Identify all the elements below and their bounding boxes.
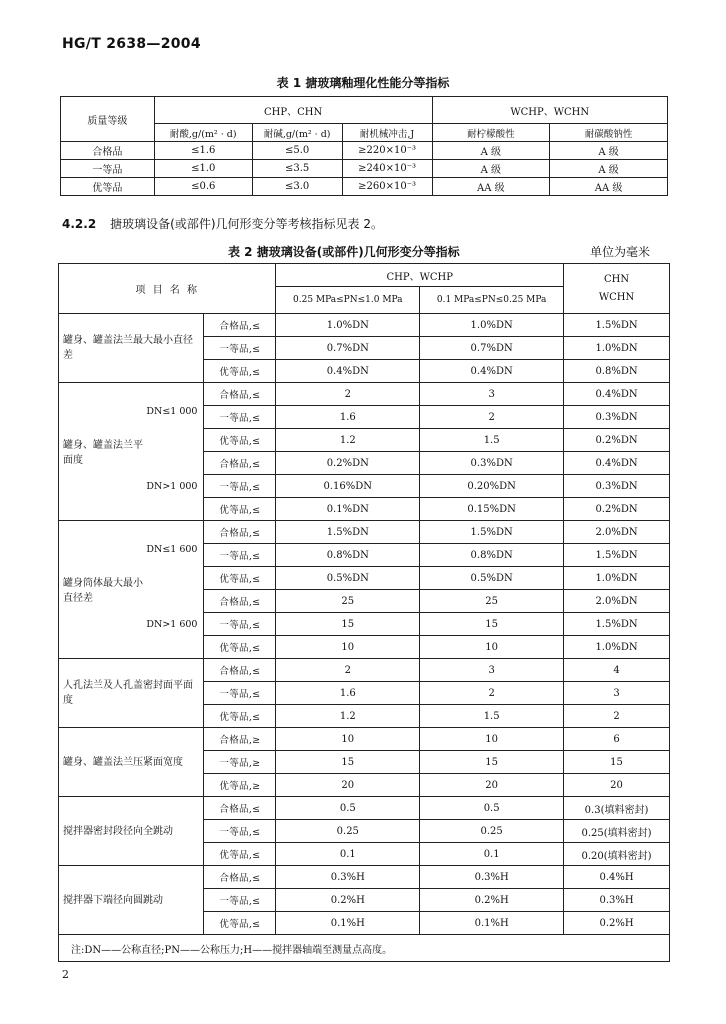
grade-cell: 合格品,≥ bbox=[204, 728, 276, 751]
value-cell: 20 bbox=[276, 774, 420, 797]
value-cell: 0.15%DN bbox=[420, 498, 564, 521]
value-cell: 0.4%H bbox=[564, 866, 670, 889]
grade-cell: 合格品 bbox=[61, 142, 155, 160]
grade-cell: 优等品,≤ bbox=[204, 705, 276, 728]
condition-label: DN≤1 000 bbox=[146, 405, 198, 417]
value-cell: 1.2 bbox=[276, 429, 420, 452]
table1-title: 表 1 搪玻璃釉理化性能分等指标 bbox=[276, 76, 450, 90]
table-row bbox=[59, 728, 670, 751]
value-cell: 0.25 bbox=[276, 820, 420, 843]
value-cell: 0.3%H bbox=[564, 889, 670, 912]
value-cell: AA 级 bbox=[550, 178, 668, 196]
table1-col-header: 耐碱,g/(m² · d) bbox=[252, 124, 342, 142]
grade-cell: 一等品,≤ bbox=[204, 475, 276, 498]
value-cell: 2 bbox=[276, 383, 420, 406]
value-cell: 15 bbox=[276, 613, 420, 636]
table2-header-row bbox=[59, 264, 670, 287]
table2 bbox=[58, 263, 670, 962]
table2-sub1: 0.25 MPa≤PN≤1.0 MPa bbox=[276, 287, 420, 314]
value-cell: 1.6 bbox=[276, 406, 420, 429]
table1-group1: CHP、CHN bbox=[154, 97, 432, 124]
value-cell: 6 bbox=[564, 728, 670, 751]
value-cell: 0.4%DN bbox=[420, 360, 564, 383]
value-cell: 15 bbox=[276, 751, 420, 774]
table1 bbox=[60, 96, 668, 196]
grade-cell: 合格品,≤ bbox=[204, 314, 276, 337]
table1-group2: WCHP、WCHN bbox=[432, 97, 668, 124]
table-row bbox=[59, 659, 670, 682]
item-name: 人孔法兰及人孔盖密封面平面度 bbox=[59, 659, 204, 728]
value-cell: 1.0%DN bbox=[564, 567, 670, 590]
value-cell: 0.20(填料密封) bbox=[564, 843, 670, 866]
table2-sub2: 0.1 MPa≤PN≤0.25 MPa bbox=[420, 287, 564, 314]
grade-cell: 优等品,≤ bbox=[204, 912, 276, 935]
value-cell: ≤0.6 bbox=[154, 178, 252, 196]
value-cell: 1.2 bbox=[276, 705, 420, 728]
value-cell: A 级 bbox=[550, 142, 668, 160]
value-cell: 1.5%DN bbox=[564, 544, 670, 567]
value-cell: 0.4%DN bbox=[564, 383, 670, 406]
value-cell: ≥220×10⁻³ bbox=[342, 142, 432, 160]
value-cell: 2 bbox=[420, 406, 564, 429]
value-cell: 1.6 bbox=[276, 682, 420, 705]
table1-col-header: 耐酸,g/(m² · d) bbox=[154, 124, 252, 142]
table1-col-header: 耐碳酸钠性 bbox=[550, 124, 668, 142]
grade-cell: 一等品,≤ bbox=[204, 682, 276, 705]
item-name bbox=[59, 383, 204, 521]
value-cell: 15 bbox=[420, 613, 564, 636]
value-cell: 1.5%DN bbox=[564, 613, 670, 636]
value-cell: 0.20%DN bbox=[420, 475, 564, 498]
value-cell: 10 bbox=[420, 728, 564, 751]
value-cell: 0.1%H bbox=[420, 912, 564, 935]
grade-cell: 优等品 bbox=[61, 178, 155, 196]
value-cell: 15 bbox=[420, 751, 564, 774]
value-cell: 25 bbox=[420, 590, 564, 613]
value-cell: 0.1%H bbox=[276, 912, 420, 935]
value-cell: 0.2%H bbox=[564, 912, 670, 935]
standard-number: HG/T 2638—2004 bbox=[62, 36, 201, 52]
value-cell: 0.3%DN bbox=[564, 475, 670, 498]
value-cell: 1.5%DN bbox=[420, 521, 564, 544]
grade-cell: 合格品,≤ bbox=[204, 590, 276, 613]
value-cell: 2.0%DN bbox=[564, 521, 670, 544]
grade-cell: 一等品,≤ bbox=[204, 337, 276, 360]
item-name: 罐身、罐盖法兰压紧面宽度 bbox=[59, 728, 204, 797]
section-4-2-2 bbox=[62, 215, 383, 232]
table1-col-header: 耐柠檬酸性 bbox=[432, 124, 550, 142]
table1-corner: 质量等级 bbox=[61, 97, 155, 142]
value-cell: 0.4%DN bbox=[564, 452, 670, 475]
value-cell: 1.0%DN bbox=[420, 314, 564, 337]
value-cell: 1.5%DN bbox=[564, 314, 670, 337]
value-cell: 0.2%H bbox=[276, 889, 420, 912]
table-row bbox=[61, 178, 668, 196]
grade-cell: 优等品,≤ bbox=[204, 636, 276, 659]
item-label: 罐身筒体最大最小直径差 bbox=[63, 577, 143, 604]
value-cell: 0.25(填料密封) bbox=[564, 820, 670, 843]
value-cell: 1.5%DN bbox=[276, 521, 420, 544]
value-cell: 3 bbox=[420, 383, 564, 406]
value-cell: 0.2%DN bbox=[564, 429, 670, 452]
value-cell: 1.0%DN bbox=[276, 314, 420, 337]
value-cell: 0.3%H bbox=[420, 866, 564, 889]
value-cell: 0.1 bbox=[276, 843, 420, 866]
value-cell: 3 bbox=[564, 682, 670, 705]
value-cell: 0.3%H bbox=[276, 866, 420, 889]
grade-cell: 合格品,≤ bbox=[204, 797, 276, 820]
table-row bbox=[61, 142, 668, 160]
table1-col-header: 耐机械冲击,J bbox=[342, 124, 432, 142]
grade-cell: 优等品,≤ bbox=[204, 567, 276, 590]
value-cell: ≤3.5 bbox=[252, 160, 342, 178]
table2-group2-line2: WCHN bbox=[598, 291, 635, 303]
item-name: 搅拌器下端径向圆跳动 bbox=[59, 866, 204, 935]
grade-cell: 一等品 bbox=[61, 160, 155, 178]
section-number: 4.2.2 bbox=[62, 217, 97, 231]
value-cell: 2 bbox=[564, 705, 670, 728]
value-cell: 0.8%DN bbox=[564, 360, 670, 383]
grade-cell: 一等品,≤ bbox=[204, 889, 276, 912]
grade-cell: 优等品,≤ bbox=[204, 843, 276, 866]
grade-cell: 一等品,≤ bbox=[204, 406, 276, 429]
grade-cell: 合格品,≤ bbox=[204, 866, 276, 889]
table-row bbox=[59, 797, 670, 820]
item-name: 搅拌器密封段径向全跳动 bbox=[59, 797, 204, 866]
value-cell: 20 bbox=[420, 774, 564, 797]
table-row bbox=[59, 314, 670, 337]
grade-cell: 优等品,≤ bbox=[204, 429, 276, 452]
value-cell: 0.5 bbox=[420, 797, 564, 820]
value-cell: 1.5 bbox=[420, 705, 564, 728]
value-cell: AA 级 bbox=[432, 178, 550, 196]
grade-cell: 合格品,≤ bbox=[204, 383, 276, 406]
value-cell: ≤1.0 bbox=[154, 160, 252, 178]
value-cell: ≥260×10⁻³ bbox=[342, 178, 432, 196]
condition-label: DN>1 600 bbox=[146, 618, 198, 630]
table2-note: 注:DN——公称直径;PN——公称压力;H——搅拌器轴端至测量点高度。 bbox=[59, 935, 670, 962]
grade-cell: 一等品,≤ bbox=[204, 613, 276, 636]
grade-cell: 优等品,≤ bbox=[204, 498, 276, 521]
value-cell: 0.5 bbox=[276, 797, 420, 820]
page-number: 2 bbox=[62, 968, 69, 981]
value-cell: 0.3(填料密封) bbox=[564, 797, 670, 820]
value-cell: 0.1 bbox=[420, 843, 564, 866]
value-cell: 0.5%DN bbox=[276, 567, 420, 590]
table2-group1: CHP、WCHP bbox=[276, 264, 564, 287]
value-cell: 10 bbox=[420, 636, 564, 659]
value-cell: 0.7%DN bbox=[420, 337, 564, 360]
table2-note-row bbox=[59, 935, 670, 962]
grade-cell: 一等品,≤ bbox=[204, 820, 276, 843]
value-cell: 25 bbox=[276, 590, 420, 613]
value-cell: 2 bbox=[420, 682, 564, 705]
condition-label: DN≤1 600 bbox=[146, 543, 198, 555]
table1-header-row bbox=[61, 97, 668, 124]
grade-cell: 优等品,≤ bbox=[204, 360, 276, 383]
item-name: 罐身、罐盖法兰最大最小直径差 bbox=[59, 314, 204, 383]
grade-cell: 优等品,≥ bbox=[204, 774, 276, 797]
value-cell: 10 bbox=[276, 728, 420, 751]
item-name bbox=[59, 521, 204, 659]
table2-title: 表 2 搪玻璃设备(或部件)几何形变分等指标 bbox=[228, 245, 460, 259]
value-cell: 0.16%DN bbox=[276, 475, 420, 498]
value-cell: 1.0%DN bbox=[564, 337, 670, 360]
value-cell: 0.8%DN bbox=[276, 544, 420, 567]
value-cell: 10 bbox=[276, 636, 420, 659]
condition-label: DN>1 000 bbox=[146, 480, 198, 492]
value-cell: 0.3%DN bbox=[420, 452, 564, 475]
table2-unit: 单位为毫米 bbox=[590, 245, 651, 259]
grade-cell: 一等品,≤ bbox=[204, 544, 276, 567]
value-cell: 0.3%DN bbox=[564, 406, 670, 429]
table-row bbox=[59, 383, 670, 406]
value-cell: 20 bbox=[564, 774, 670, 797]
value-cell: A 级 bbox=[432, 160, 550, 178]
value-cell: A 级 bbox=[432, 142, 550, 160]
value-cell: 0.7%DN bbox=[276, 337, 420, 360]
value-cell: 1.0%DN bbox=[564, 636, 670, 659]
value-cell: 0.2%H bbox=[420, 889, 564, 912]
table2-group2-line1: CHN bbox=[603, 273, 630, 285]
value-cell: 0.1%DN bbox=[276, 498, 420, 521]
value-cell: 3 bbox=[420, 659, 564, 682]
value-cell: ≤1.6 bbox=[154, 142, 252, 160]
value-cell: 15 bbox=[564, 751, 670, 774]
grade-cell: 合格品,≤ bbox=[204, 521, 276, 544]
item-label: 罐身、罐盖法兰平面度 bbox=[63, 439, 143, 466]
value-cell: 0.8%DN bbox=[420, 544, 564, 567]
value-cell: A 级 bbox=[550, 160, 668, 178]
section-text: 搪玻璃设备(或部件)几何形变分等考核指标见表 2。 bbox=[110, 217, 383, 231]
grade-cell: 合格品,≤ bbox=[204, 452, 276, 475]
value-cell: 0.25 bbox=[420, 820, 564, 843]
table-row bbox=[59, 521, 670, 544]
value-cell: 0.2%DN bbox=[564, 498, 670, 521]
value-cell: ≥240×10⁻³ bbox=[342, 160, 432, 178]
value-cell: 2 bbox=[276, 659, 420, 682]
grade-cell: 合格品,≤ bbox=[204, 659, 276, 682]
value-cell: ≤3.0 bbox=[252, 178, 342, 196]
table2-corner: 项 目 名 称 bbox=[59, 264, 276, 314]
value-cell: 4 bbox=[564, 659, 670, 682]
value-cell: 1.5 bbox=[420, 429, 564, 452]
table-row bbox=[61, 160, 668, 178]
value-cell: 0.4%DN bbox=[276, 360, 420, 383]
table-row bbox=[59, 866, 670, 889]
value-cell: ≤5.0 bbox=[252, 142, 342, 160]
table2-group2 bbox=[564, 264, 670, 314]
value-cell: 0.2%DN bbox=[276, 452, 420, 475]
value-cell: 0.5%DN bbox=[420, 567, 564, 590]
value-cell: 2.0%DN bbox=[564, 590, 670, 613]
grade-cell: 一等品,≥ bbox=[204, 751, 276, 774]
